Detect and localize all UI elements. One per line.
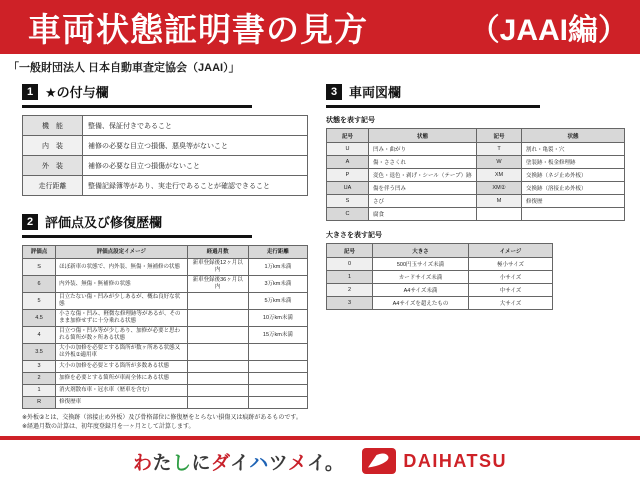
- grade-cell: S: [23, 259, 56, 276]
- table-row: [327, 195, 625, 208]
- symbol-cell: UA: [327, 182, 369, 195]
- symbol-cell: S: [327, 195, 369, 208]
- table-row: [23, 397, 308, 409]
- state-cell: 変色・退色・剥げ・シール（テープ）跡: [369, 169, 477, 182]
- slogan: わたしにダイハツメイ。: [132, 452, 345, 474]
- footer: [0, 445, 640, 477]
- symbol-cell: XM②: [477, 182, 522, 195]
- column-header: 記号: [327, 129, 369, 143]
- column-header: 走行距離: [248, 246, 307, 259]
- table-row: [327, 182, 625, 195]
- column-header: 経過月数: [187, 246, 248, 259]
- state-cell: さび: [369, 195, 477, 208]
- table-row: [23, 276, 308, 293]
- section-2-title: 評価点及び修復歴欄: [45, 215, 163, 230]
- desc-cell: 修復歴車: [56, 397, 187, 409]
- table-header-row: [23, 246, 308, 259]
- desc-cell: 小さな傷・凹み、軽微な修理跡等があるが、そのまま加修せずに十分乗れる状態: [56, 310, 187, 327]
- table-row: [23, 310, 308, 327]
- star-criteria-table: [22, 115, 308, 196]
- grade-cell: 6: [23, 276, 56, 293]
- page-title-suffix: （JAAI編）: [469, 14, 628, 47]
- table-row: [23, 373, 308, 385]
- table-row: [23, 116, 308, 136]
- table-row: [23, 361, 308, 373]
- section-3-number-badge: 3: [326, 84, 342, 100]
- state-cell: 凹み・曲がり: [369, 143, 477, 156]
- footer-divider: [0, 436, 640, 440]
- grade-cell: R: [23, 397, 56, 409]
- symbol-cell: 1: [327, 271, 373, 284]
- section-3-title: 車両図欄: [349, 85, 402, 100]
- state-cell: 傷・ささくれ: [369, 156, 477, 169]
- symbol-cell: A: [327, 156, 369, 169]
- section-1-title: ★の付与欄: [45, 85, 109, 100]
- table-header-row: [327, 244, 553, 258]
- grade-cell: 3.5: [23, 344, 56, 361]
- criteria-label: 内 装: [23, 136, 83, 156]
- desc-cell: 内外装、無傷・無補修の状態: [56, 276, 187, 293]
- state-cell: 割れ・亀裂・穴: [522, 143, 625, 156]
- mileage-cell: 1万km未満: [248, 259, 307, 276]
- table-row: [23, 136, 308, 156]
- column-header: 記号: [477, 129, 522, 143]
- months-cell: [187, 293, 248, 310]
- symbol-cell: P: [327, 169, 369, 182]
- state-cell: 交換跡（ネジ止め外板）: [522, 169, 625, 182]
- column-header: イメージ: [469, 244, 553, 258]
- state-cell: 塗装跡・板金修理跡: [522, 156, 625, 169]
- criteria-desc: 補修の必要な目立つ損傷がないこと: [83, 156, 308, 176]
- table-row: [23, 156, 308, 176]
- right-column: [326, 82, 628, 310]
- criteria-label: 走行距離: [23, 176, 83, 196]
- section-1-header: [22, 82, 252, 108]
- table-row: [327, 284, 553, 297]
- criteria-label: 機 能: [23, 116, 83, 136]
- desc-cell: 大小の加修を必要とする箇所が数ヶ所ある状態又は外板②適用車: [56, 344, 187, 361]
- section-1-number-badge: 1: [22, 84, 38, 100]
- empty-cell: [477, 208, 522, 221]
- grade-cell: 3: [23, 361, 56, 373]
- mileage-cell: [248, 344, 307, 361]
- table-row: [327, 258, 553, 271]
- image-cell: 小サイズ: [469, 271, 553, 284]
- desc-cell: 目立つ傷・凹み等が少しあり、加修が必要と思われる箇所が数ヶ所ある状態: [56, 327, 187, 344]
- table-row: [327, 156, 625, 169]
- grade-table: [22, 245, 308, 409]
- subtitle: 「一般財団法人 日本自動車査定協会（JAAI）」: [8, 62, 240, 74]
- state-cell: 修復歴: [522, 195, 625, 208]
- table-row: [23, 327, 308, 344]
- state-cell: 交換跡（溶接止め外板）: [522, 182, 625, 195]
- grade-cell: 2: [23, 373, 56, 385]
- criteria-desc: 整備記録簿等があり、実走行であることが確認できること: [83, 176, 308, 196]
- column-header: 大きさ: [373, 244, 469, 258]
- grade-cell: 4.5: [23, 310, 56, 327]
- condition-symbols-table: [326, 128, 625, 221]
- condition-symbols-caption: 状態を表す記号: [326, 117, 375, 124]
- size-symbols-table: [326, 243, 553, 310]
- table-row: [23, 176, 308, 196]
- months-cell: 新車登録後12ヶ月以内: [187, 259, 248, 276]
- months-cell: [187, 397, 248, 409]
- months-cell: [187, 310, 248, 327]
- desc-cell: ほぼ新車の状態で、内外装、無傷・無補修の状態: [56, 259, 187, 276]
- symbol-cell: C: [327, 208, 369, 221]
- size-symbols-caption: 大きさを表す記号: [326, 232, 382, 239]
- months-cell: [187, 344, 248, 361]
- months-cell: 新車登録後36ヶ月以内: [187, 276, 248, 293]
- size-cell: A4サイズを超えたもの: [373, 297, 469, 310]
- months-cell: [187, 385, 248, 397]
- size-cell: A4サイズ未満: [373, 284, 469, 297]
- symbol-cell: W: [477, 156, 522, 169]
- symbol-cell: U: [327, 143, 369, 156]
- mileage-cell: [248, 385, 307, 397]
- desc-cell: 消火剤散布車・冠水車（歴車を含む）: [56, 385, 187, 397]
- mileage-cell: 5万km未満: [248, 293, 307, 310]
- mileage-cell: [248, 361, 307, 373]
- column-header: 評価点設定イメージ: [56, 246, 187, 259]
- column-header: 状態: [369, 129, 477, 143]
- grade-cell: 5: [23, 293, 56, 310]
- image-cell: 極小サイズ: [469, 258, 553, 271]
- symbol-cell: XM: [477, 169, 522, 182]
- title-banner: [0, 0, 640, 54]
- daihatsu-d-mark-icon: [362, 448, 396, 474]
- table-row: [327, 208, 625, 221]
- table-row: [327, 297, 553, 310]
- symbol-cell: T: [477, 143, 522, 156]
- column-header: 評価点: [23, 246, 56, 259]
- size-cell: カードサイズ未満: [373, 271, 469, 284]
- table-row: [23, 344, 308, 361]
- criteria-desc: 整備、保証付きであること: [83, 116, 308, 136]
- table-row: [23, 385, 308, 397]
- column-header: 状態: [522, 129, 625, 143]
- image-cell: 大サイズ: [469, 297, 553, 310]
- symbol-cell: 2: [327, 284, 373, 297]
- empty-cell: [522, 208, 625, 221]
- months-cell: [187, 361, 248, 373]
- criteria-label: 外 装: [23, 156, 83, 176]
- table-header-row: [327, 129, 625, 143]
- mileage-cell: 15万km未満: [248, 327, 307, 344]
- size-cell: 500円玉サイズ未満: [373, 258, 469, 271]
- table-row: [23, 293, 308, 310]
- desc-cell: 目立たない傷・凹みが少しあるが、概ね良好な状態: [56, 293, 187, 310]
- column-header: 記号: [327, 244, 373, 258]
- symbol-cell: 0: [327, 258, 373, 271]
- mileage-cell: [248, 397, 307, 409]
- left-column: [22, 82, 314, 409]
- section-2-number-badge: 2: [22, 214, 38, 230]
- mileage-cell: 10万km未満: [248, 310, 307, 327]
- footnote-line: ※外板②とは、交換跡（溶接止め外板）及び骨格部位に修復歴をとらない損傷又は痕跡があるものです。: [22, 415, 302, 421]
- criteria-desc: 補修の必要な目立つ損傷、悪臭等がないこと: [83, 136, 308, 156]
- desc-cell: 大小の加修を必要とする箇所が多数ある状態: [56, 361, 187, 373]
- state-cell: 傷を伴う凹み: [369, 182, 477, 195]
- table-row: [327, 143, 625, 156]
- image-cell: 中サイズ: [469, 284, 553, 297]
- section-3-header: [326, 82, 540, 108]
- page-title: 車両状態証明書の見方: [28, 10, 368, 48]
- footnote-line: ※経過月数の計算は、初年度登録月を一ヶ月として計算します。: [22, 424, 195, 430]
- desc-cell: 加修を必要とする箇所が車両全体にある状態: [56, 373, 187, 385]
- table-row: [327, 271, 553, 284]
- months-cell: [187, 373, 248, 385]
- mileage-cell: 3万km未満: [248, 276, 307, 293]
- mileage-cell: [248, 373, 307, 385]
- brand-wordmark: DAIHATSU: [403, 450, 508, 471]
- months-cell: [187, 327, 248, 344]
- footnotes: [22, 414, 302, 432]
- section-2: [22, 212, 314, 409]
- daihatsu-logo: [362, 448, 507, 474]
- symbol-cell: 3: [327, 297, 373, 310]
- state-cell: 腐食: [369, 208, 477, 221]
- table-row: [327, 169, 625, 182]
- grade-cell: 1: [23, 385, 56, 397]
- symbol-cell: M: [477, 195, 522, 208]
- grade-cell: 4: [23, 327, 56, 344]
- table-row: [23, 259, 308, 276]
- section-2-header: [22, 212, 252, 238]
